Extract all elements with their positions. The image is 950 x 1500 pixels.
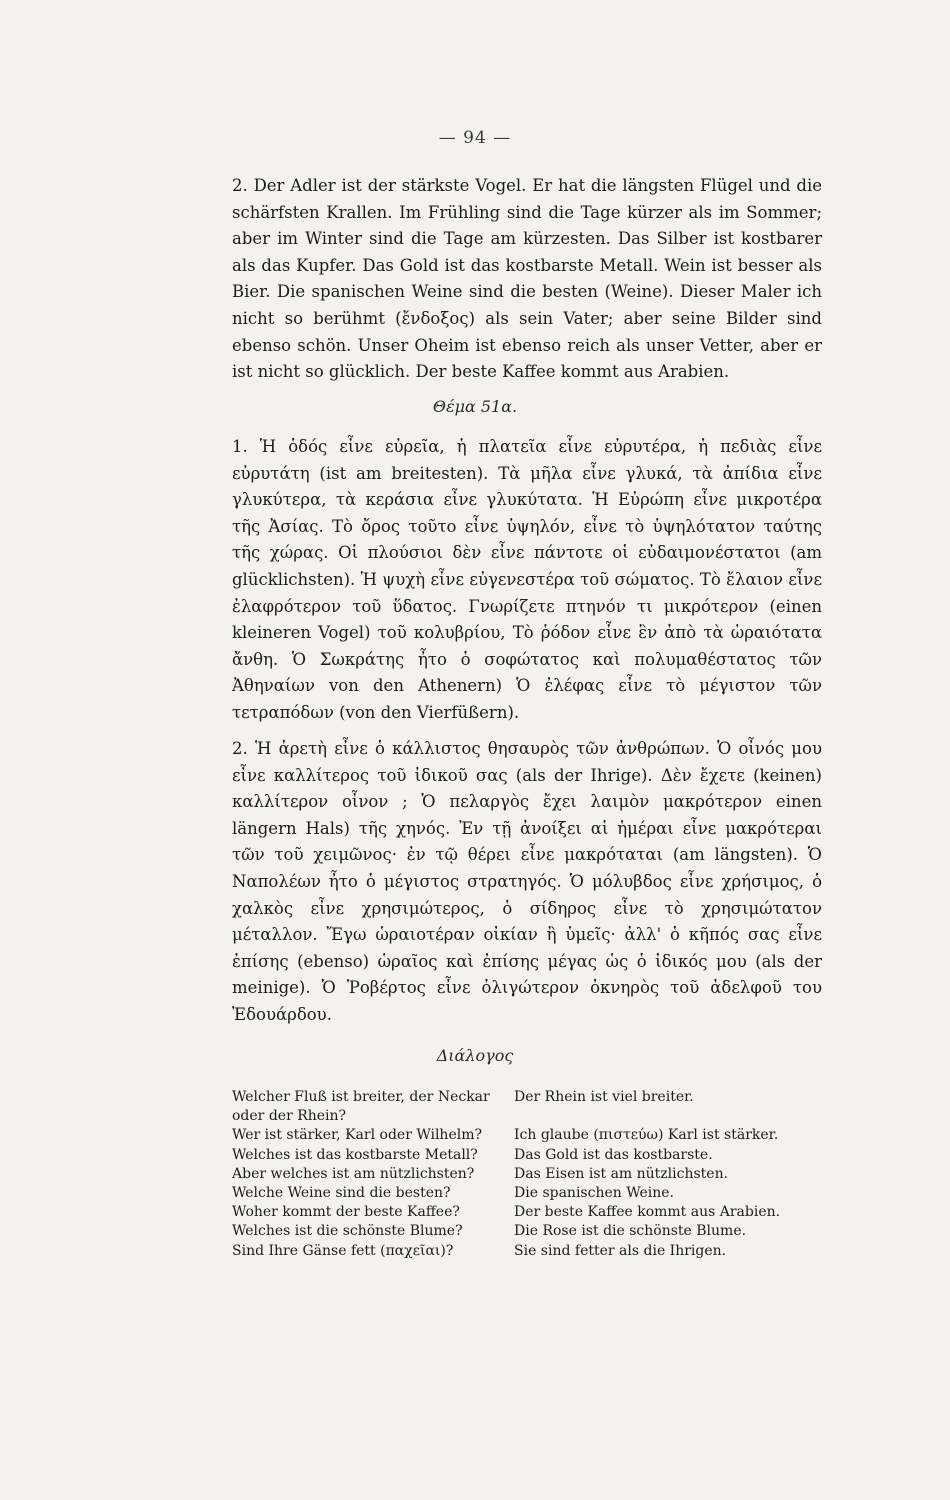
greek-paragraph-1: 1. Ἡ ὁδός εἶνε εὐρεῖα, ἡ πλατεῖα εἶνε εὐρυτέρα, ἡ πεδιὰς εἶνε εὐρυτάτη (ist am breitesten). Τὰ μῆλα εἶνε γλυκά, τὰ ἀπίδια εἶνε γλυκύτερα, τὰ κεράσια εἶνε γλυκύτατα. Ἡ Εὐρώπη εἶνε μικροτέρα τῆς Ἀσίας. Τὸ ὄρος τοῦτο εἶνε ὑψηλόν, εἶνε τὸ ὑψηλότατον ταύτης τῆς χώρας. Οἱ πλούσιοι δὲν εἶνε πάντοτε οἱ εὐδαιμονέστατοι (am glücklichsten). Ἡ ψυχὴ εἶνε εὐγενεστέρα τοῦ σώματος. Τὸ ἔλαιον εἶνε ἐλαφρότερον τοῦ ὕδατος. Γνωρίζετε πτηνόν τι μικρότερον (einen kleineren Vogel) τοῦ κολυβρίου, Τὸ ῥόδον εἶνε ἓν ἀπὸ τὰ ὡραιότατα ἄνθη. Ὁ Σωκράτης ἦτο ὁ σοφώτατος καὶ πολυμαθέστατος τῶν Ἀθηναίων von den Athenern) Ὁ ἐλέφας εἶνε τὸ μέγιστον τῶν τετραπόδων (von den Vierfüßern). <box>232 437 822 722</box>
dialog-question: Aber welches ist am nützlichsten? <box>232 1165 475 1182</box>
dialog-question: Woher kommt der beste Kaffee? <box>232 1204 460 1221</box>
page-number: — 94 — <box>438 128 512 148</box>
dialog-questions <box>232 1088 497 1261</box>
dialog-answer: Die Rose ist die schönste Blume. <box>514 1223 747 1240</box>
dialog-answer: Das Gold ist das kostbarste. <box>514 1146 713 1163</box>
dialog-answers <box>514 1088 824 1261</box>
dialog-section <box>232 1088 824 1261</box>
dialog-answer: Das Eisen ist am nützlichsten. <box>514 1165 729 1182</box>
dialog-answer-spacer <box>514 1107 824 1126</box>
dialog-answer: Sie sind fetter als die Ihrigen. <box>514 1242 727 1259</box>
german-paragraph: 2. Der Adler ist der stärkste Vogel. Er hat die längsten Flügel und die schärfsten Krallen. Im Frühling sind die Tage kürzer als im Sommer; aber im Winter sind die Tage am kürzesten. Das Silber ist kostbarer als das Kupfer. Das Gold ist das kostbarste Metall. Wein ist besser als Bier. Die spanischen Weine sind die besten (Weine). Dieser Maler ich nicht so berühmt (ἔνδοξος) als sein Vater; aber seine Bilder sind ebenso schön. Unser Oheim ist ebenso reich als unser Vetter, aber er ist nicht so glücklich. Der beste Kaffee kommt aus Arabien. <box>232 176 822 382</box>
dialog-question: Welches ist das kostbarste Metall? <box>232 1146 478 1163</box>
dialog-question: Welcher Fluß ist breiter, der Neckar oder der Rhein? <box>232 1089 490 1125</box>
dialog-question: Welche Weine sind die besten? <box>232 1185 451 1202</box>
greek-paragraph-2: 2. Ἡ ἀρετὴ εἶνε ὁ κάλλιστος θησαυρὸς τῶν ἀνθρώπων. Ὁ οἶνός μου εἶνε καλλίτερος τοῦ ἰδικοῦ σας (als der Ihrige). Δὲν ἔχετε (keinen) καλλίτερον οἶνον ; Ὁ πελαργὸς ἔχει λαιμὸν μακρότερον einen längern Hals) τῆς χηνός. Ἐν τῇ ἀνοίξει αἱ ἡμέραι εἶνε μακρότεραι τῶν τοῦ χειμῶνος· ἐν τῷ θέρει εἶνε μακρόταται (am längsten). Ὁ Ναπολέων ἦτο ὁ μέγιστος στρατηγός. Ὁ μόλυβδος εἶνε χρήσιμος, ὁ χαλκὸς εἶνε χρησιμώτερος, ὁ σίδηρος εἶνε τὸ χρησιμώτατον μέταλλον. Ἔγω ὡραιοτέραν οἰκίαν ἢ ὑμεῖς· ἀλλ' ὁ κῆπός σας εἶνε ἐπίσης (ebenso) ὡραῖος καὶ ἐπίσης μέγας ὡς ὁ ἰδικός μου (als der meinige). Ὁ Ῥοβέρτος εἶνε ὀλιγώτερον ὀκνηρὸς τοῦ ἀδελφοῦ του Ἐδουάρδου. <box>232 739 822 1024</box>
dialog-heading: Διάλογος <box>436 1046 514 1065</box>
dialog-answer: Der beste Kaffee kommt aus Arabien. <box>514 1204 781 1221</box>
dialog-answer: Der Rhein ist viel breiter. <box>514 1089 694 1105</box>
dialog-answer: Die spanischen Weine. <box>514 1185 674 1202</box>
dialog-question: Wer ist stärker, Karl oder Wilhelm? <box>232 1127 482 1144</box>
dialog-question: Sind Ihre Gänse fett (παχεῖαι)? <box>232 1242 454 1259</box>
dialog-answer: Ich glaube (πιστεύω) Karl ist stärker. <box>514 1127 779 1144</box>
thema-heading: Θέμα 51α. <box>432 397 518 416</box>
dialog-question: Welches ist die schönste Blume? <box>232 1223 463 1240</box>
